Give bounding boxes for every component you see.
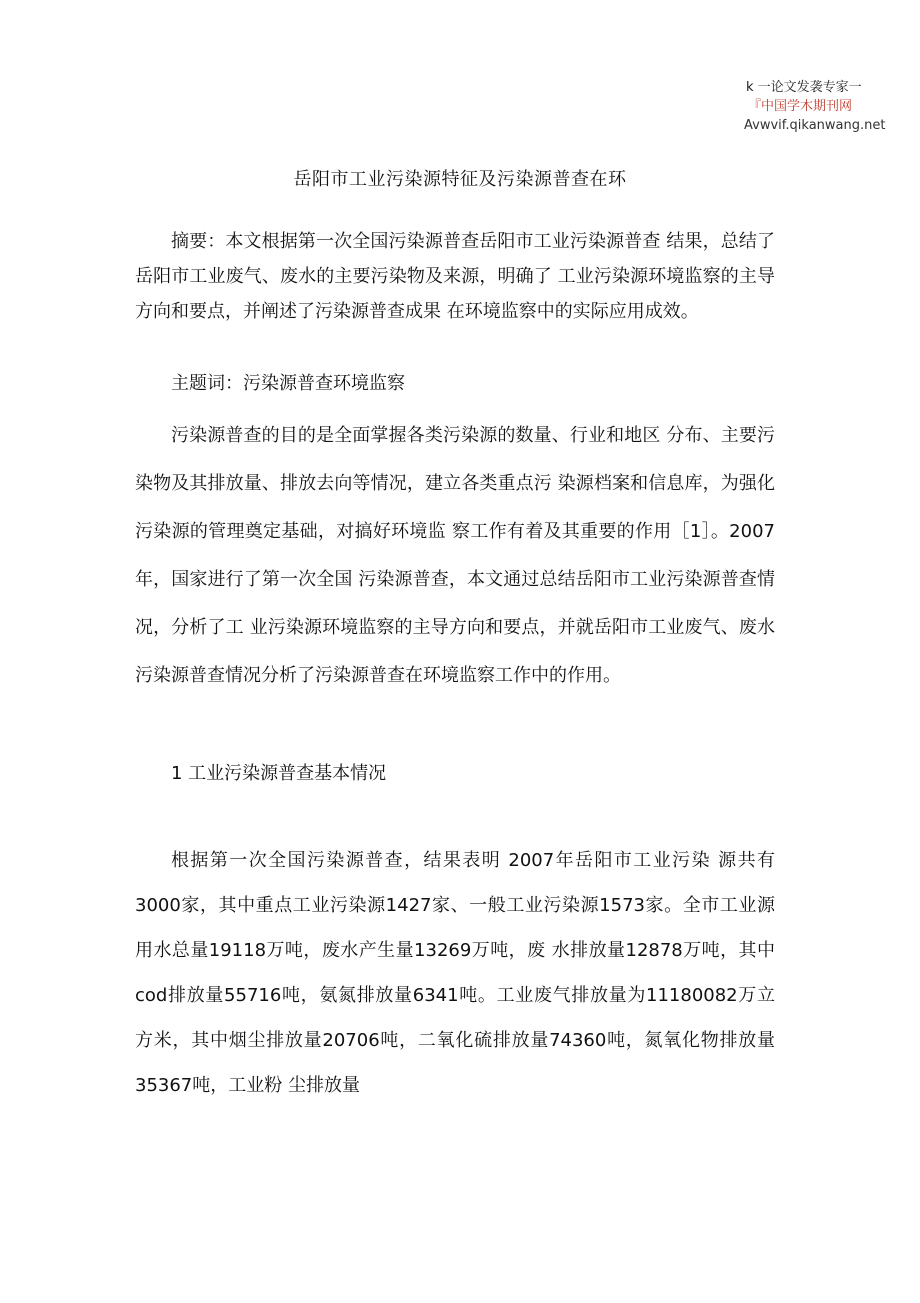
keywords-line: 主题词：污染源普查环境监察 — [171, 373, 405, 394]
abstract-paragraph: 摘要：本文根据第一次全国污染源普查岳阳市工业污染源普查 结果，总结了岳阳市工业废气、废水的主要污染物及来源，明确了 工业污染源环境监察的主导方向和要点，并阐述了污染源普查成果 在环境监察中的实际应用成效。 — [135, 231, 775, 322]
document-title: 岳阳市工业污染源特征及污染源普查在环 — [293, 169, 627, 190]
logo-line-1: k 一论文发袭专家一 — [746, 80, 862, 95]
intro-paragraph: 污染源普查的目的是全面掌握各类污染源的数量、行业和地区 分布、主要污染物及其排放量、排放去向等情况，建立各类重点污 染源档案和信息库，为强化污染源的管理奠定基础，对搞好环境监 察工作有着及其重要的作用［1］。2007年，国家进行了第一次全国 污染源普查，本文通过总结岳阳市工业污染源普查情况，分析了工 业污染源环境监察的主导方向和要点，并就岳阳市工业废气、废水 污染源普查情况分析了污染源普查在环境监察工作中的作用。 — [135, 425, 775, 686]
journal-logo — [744, 78, 912, 135]
logo-line-2: 『中国学木期刊网 — [748, 99, 853, 114]
body-paragraph: 根据第一次全国污染源普查，结果表明 2007年岳阳市工业污染 源共有3000家，其中重点工业污染源1427家、一般工业污染源1573家。全市工业源用水总量19118万吨，废水产生量13269万吨，废 水排放量12878万吨，其中cod排放量55716吨，氨氮排放量6341吨。工业废气排放量为11180082万立方米，其中烟尘排放量20706吨，二氧化硫排放量74360吨，氮氧化物排放量 35367吨，工业粉 尘排放量 — [135, 850, 775, 1096]
section-heading: 1 工业污染源普查基本情况 — [171, 763, 387, 784]
logo-url: Avwvif.qikanwang.net — [744, 118, 886, 133]
